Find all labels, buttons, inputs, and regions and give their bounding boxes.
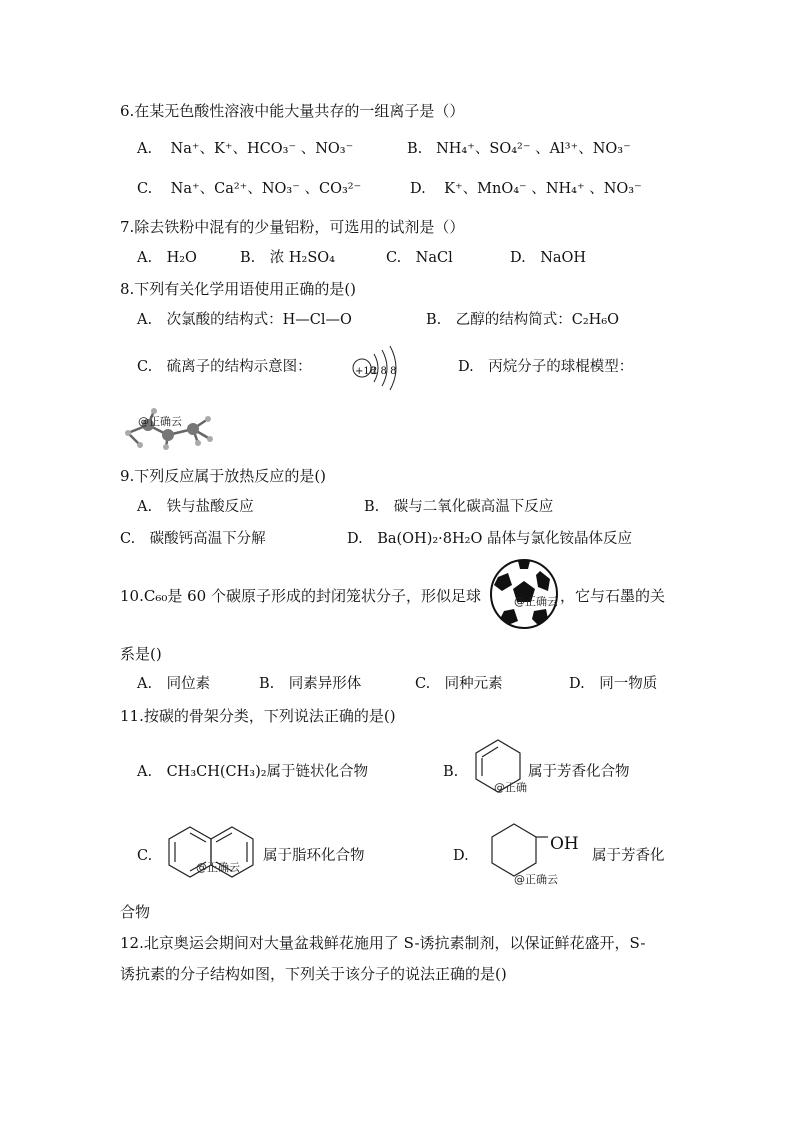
ion: MnO₄⁻ bbox=[477, 181, 527, 197]
watermark: @正确云 bbox=[196, 861, 240, 874]
q11-option-d-label[interactable]: D. bbox=[453, 848, 469, 864]
ion: Na⁺ bbox=[170, 181, 200, 197]
q7-option-a[interactable]: A. H₂O bbox=[137, 250, 197, 266]
q9-option-c[interactable]: C. 碳酸钙高温下分解 bbox=[120, 531, 266, 547]
q11-option-c-label[interactable]: C. bbox=[137, 848, 153, 864]
q7-option-c[interactable]: C. NaCl bbox=[386, 250, 453, 266]
watermark: @正确 bbox=[494, 781, 527, 794]
q8-option-b[interactable]: B. 乙醇的结构简式：C₂H₆O bbox=[426, 312, 620, 328]
ion: K⁺ bbox=[444, 181, 463, 197]
q11-option-b-label[interactable]: B. bbox=[443, 764, 459, 780]
q10-stem-part2: ，它与石墨的关 bbox=[560, 587, 666, 605]
sulfide-shells-label: 2 8 8 bbox=[371, 366, 397, 377]
q10-option-c[interactable]: C. 同种元素 bbox=[415, 676, 503, 692]
q7-option-b[interactable]: B. 浓 H₂SO₄ bbox=[240, 250, 335, 266]
watermark: @正确云 bbox=[514, 873, 558, 886]
ion: SO₄²⁻ bbox=[489, 141, 531, 157]
q10-option-d[interactable]: D. 同一物质 bbox=[569, 676, 658, 692]
watermark: @正确云 bbox=[138, 415, 182, 428]
q11-option-b-text: 属于芳香化合物 bbox=[528, 764, 630, 780]
ion: NO₃⁻ bbox=[592, 141, 631, 157]
q11-option-a[interactable]: A. CH₃CH(CH₃)₂属于链状化合物 bbox=[137, 764, 369, 780]
q6-stem: 6.在某无色酸性溶液中能大量共存的一组离子是（） bbox=[120, 102, 465, 120]
q9-option-b[interactable]: B. 碳与二氧化碳高温下反应 bbox=[364, 499, 554, 515]
q10-option-b[interactable]: B. 同素异形体 bbox=[259, 676, 362, 692]
hydroxyl-label: OH bbox=[550, 834, 579, 854]
q11-option-d-continued: 合物 bbox=[120, 903, 151, 921]
ion: NO₃⁻ bbox=[603, 181, 642, 197]
ion: HCO₃⁻ bbox=[247, 141, 297, 157]
q7-stem: 7.除去铁粉中混有的少量铝粉，可选用的试剂是（） bbox=[120, 218, 465, 236]
q8-option-d[interactable]: D. 丙烷分子的球棍模型： bbox=[458, 359, 634, 375]
ion: NH₄⁺ bbox=[436, 141, 475, 157]
q6-option-d[interactable]: D. K⁺、MnO₄⁻ 、NH₄⁺ 、NO₃⁻ bbox=[410, 181, 642, 197]
q9-option-a[interactable]: A. 铁与盐酸反应 bbox=[137, 499, 254, 515]
q10-stem-part3: 系是() bbox=[120, 645, 162, 663]
ion: NO₃⁻ bbox=[315, 141, 354, 157]
q11-option-d-text: 属于芳香化 bbox=[592, 848, 665, 864]
ion: CO₃²⁻ bbox=[319, 181, 362, 197]
sulfide-nucleus-label: +18 bbox=[355, 366, 377, 377]
q12-stem-line1: 12.北京奥运会期间对大量盆栽鲜花施用了 S-诱抗素制剂，以保证鲜花盛开，S- bbox=[120, 934, 646, 952]
q10-option-a[interactable]: A. 同位素 bbox=[137, 676, 211, 692]
q9-stem: 9.下列反应属于放热反应的是() bbox=[120, 467, 327, 485]
q10-stem-part1: 10.C₆₀是 60 个碳原子形成的封闭笼状分子，形似足球 bbox=[120, 587, 481, 605]
sulfide-ion-diagram bbox=[350, 346, 400, 392]
q8-option-a[interactable]: A. 次氯酸的结构式：H—Cl—O bbox=[137, 312, 352, 328]
q6-option-a[interactable]: A. Na⁺、K⁺、HCO₃⁻ 、NO₃⁻ bbox=[137, 141, 354, 157]
ion: NO₃⁻ bbox=[261, 181, 300, 197]
ion: Na⁺ bbox=[170, 141, 200, 157]
ion: NH₄⁺ bbox=[545, 181, 585, 197]
q8-option-c[interactable]: C. 硫离子的结构示意图： bbox=[137, 359, 312, 375]
q11-stem: 11.按碳的骨架分类，下列说法正确的是() bbox=[120, 707, 396, 725]
ion: K⁺ bbox=[214, 141, 233, 157]
ion: Al³⁺ bbox=[549, 141, 579, 157]
watermark: @正确云 bbox=[514, 595, 558, 608]
q12-stem-line2: 诱抗素的分子结构如图，下列关于该分子的说法正确的是() bbox=[120, 965, 507, 983]
q9-option-d[interactable]: D. Ba(OH)₂·8H₂O 晶体与氯化铵晶体反应 bbox=[347, 531, 632, 547]
q11-option-c-text: 属于脂环化合物 bbox=[263, 848, 365, 864]
q6-option-b[interactable]: B. NH₄⁺、SO₄²⁻ 、Al³⁺、NO₃⁻ bbox=[407, 141, 631, 157]
ion: Ca²⁺ bbox=[214, 181, 248, 197]
q7-option-d[interactable]: D. NaOH bbox=[510, 250, 587, 266]
q6-option-c[interactable]: C. Na⁺、Ca²⁺、NO₃⁻ 、CO₃²⁻ bbox=[137, 181, 362, 197]
q8-stem: 8.下列有关化学用语使用正确的是() bbox=[120, 280, 357, 298]
